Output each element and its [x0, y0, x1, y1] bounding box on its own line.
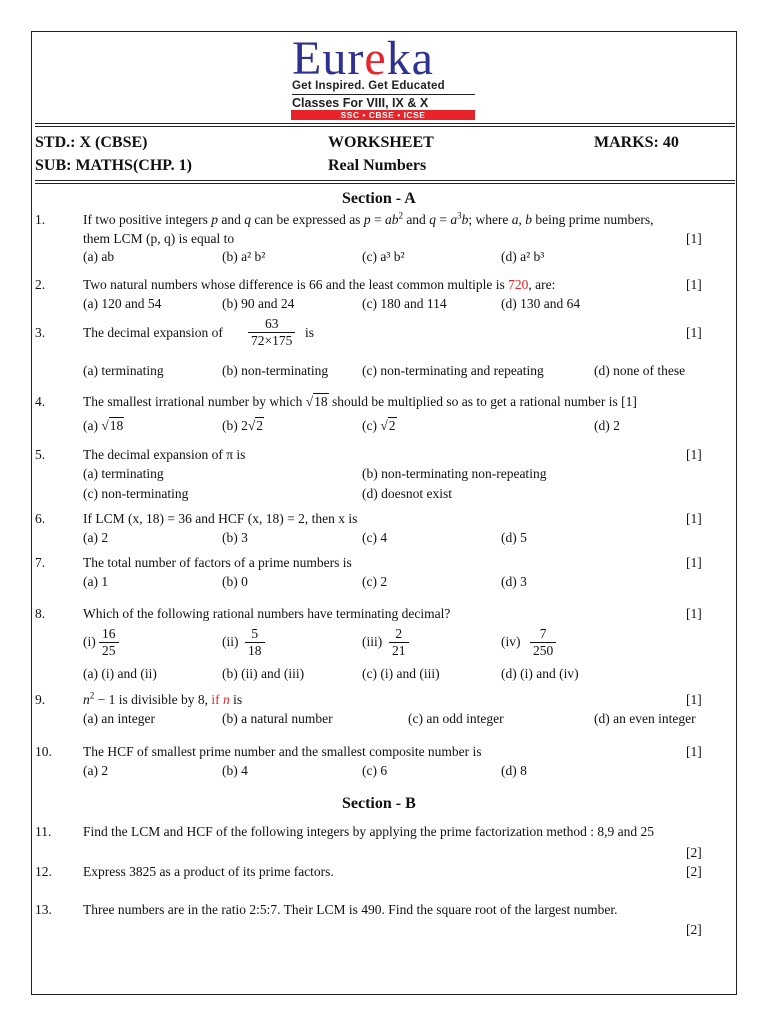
q9-number: 9. — [35, 692, 46, 707]
q12-text: Express 3825 as a product of its prime factors. — [83, 864, 334, 879]
q2-marks: [1] — [686, 277, 702, 292]
q7-number: 7. — [35, 555, 46, 570]
q10-option-c: (c) 6 — [362, 763, 388, 778]
eureka-logo — [288, 32, 478, 120]
q2-option-b: (b) 90 and 24 — [222, 296, 295, 311]
q8-frac-label-ii: (ii) — [222, 634, 239, 649]
q9-option-c: (c) an odd integer — [408, 711, 504, 726]
q1-text-line2: them LCM (p, q) is equal to — [83, 231, 235, 246]
q8-frac-label-iv: (iv) — [501, 634, 521, 649]
q1-marks: [1] — [686, 231, 702, 246]
q10-marks: [1] — [686, 744, 702, 759]
header-rule-top-2 — [35, 126, 735, 127]
q4-number: 4. — [35, 394, 46, 409]
topic-label: Real Numbers — [328, 157, 427, 174]
q3-option-d: (d) none of these — [594, 363, 686, 378]
q13-number: 13. — [35, 902, 52, 917]
q8-option-a: (a) (i) and (ii) — [83, 666, 157, 681]
q8-option-d: (d) (i) and (iv) — [501, 666, 579, 681]
q4-option-c: (c) √2 — [362, 418, 396, 433]
q1-text: If two positive integers p and q can be expressed as $p = ab^2$ and $q = a^3b$; where a, b being prime numbers, — [83, 210, 654, 227]
q3-text-end: is — [305, 325, 315, 340]
q5-option-a: (a) terminating — [83, 466, 164, 481]
q11-text: Find the LCM and HCF of the following integers by applying the prime factorization method : 8,9 and 25 — [83, 824, 655, 839]
q1-option-a: (a) ab — [83, 249, 115, 264]
q3-option-c: (c) non-terminating and repeating — [362, 363, 544, 378]
logo-wordmark: Eureka — [292, 32, 434, 85]
q3-option-b: (b) non-terminating — [222, 363, 329, 378]
q4-text: The smallest irrational number by which √18 should be multiplied so as to get a rational number is [1] — [83, 394, 637, 409]
q5-option-b: (b) non-terminating non-repeating — [362, 466, 547, 481]
q11-marks: [2] — [686, 845, 702, 860]
worksheet-label: WORKSHEET — [328, 134, 434, 151]
q7-option-b: (b) 0 — [222, 574, 248, 589]
q6-option-a: (a) 2 — [83, 530, 109, 545]
q3-fraction: $\frac{63}{72\times 175}$ — [248, 316, 295, 349]
q4-option-b: (b) 2√2 — [222, 418, 264, 433]
q1-option-d: (d) a² b³ — [501, 249, 545, 264]
q5-marks: [1] — [686, 447, 702, 462]
q2-option-c: (c) 180 and 114 — [362, 296, 447, 311]
q7-marks: [1] — [686, 555, 702, 570]
q13-marks: [2] — [686, 922, 702, 937]
q8-frac-label-iii: (iii) — [362, 634, 383, 649]
q9-option-a: (a) an integer — [83, 711, 155, 726]
logo-classes: Classes For VIII, IX & X — [292, 94, 475, 110]
q2-option-d: (d) 130 and 64 — [501, 296, 581, 311]
header-rule-top — [35, 123, 735, 124]
q13-text: Three numbers are in the ratio 2:5:7. Their LCM is 490. Find the square root of the largest number. — [83, 902, 618, 917]
subject-label: SUB: MATHS(CHP. 1) — [35, 157, 192, 174]
q10-option-d: (d) 8 — [501, 763, 527, 778]
q9-option-d: (d) an even integer — [594, 711, 696, 726]
q6-text: If LCM (x, 18) = 36 and HCF (x, 18) = 2, then x is — [83, 511, 358, 526]
q6-option-d: (d) 5 — [501, 530, 527, 545]
q8-text: Which of the following rational numbers have terminating decimal? — [83, 606, 451, 621]
q5-option-c: (c) non-terminating — [83, 486, 189, 501]
section-b-title: Section - B — [342, 795, 416, 812]
q7-option-d: (d) 3 — [501, 574, 527, 589]
q4-sqrt: √18 — [305, 394, 328, 409]
q8-fraction-ii: $\frac{5}{18}$ — [245, 626, 265, 659]
q8-option-b: (b) (ii) and (iii) — [222, 666, 305, 681]
q5-option-d: (d) doesnot exist — [362, 486, 452, 501]
q4-option-d: (d) 2 — [594, 418, 620, 433]
header-rule-bottom — [35, 180, 735, 181]
q8-frac-label-i: (i) — [83, 634, 96, 649]
logo-boards: SSC • CBSE • ICSE — [291, 110, 475, 120]
q2-text: Two natural numbers whose difference is 66 and the least common multiple is 720, are: — [83, 277, 556, 292]
marks-label: MARKS: 40 — [594, 134, 679, 151]
q3-number: 3. — [35, 325, 46, 340]
q10-text: The HCF of smallest prime number and the smallest composite number is — [83, 744, 482, 759]
q4-option-a: (a) √18 — [83, 418, 124, 433]
q8-fraction-iv: $\frac{7}{250}$ — [530, 626, 556, 659]
q6-number: 6. — [35, 511, 46, 526]
q9-highlight: if n — [211, 692, 230, 707]
q12-marks: [2] — [686, 864, 702, 879]
q3-marks: [1] — [686, 325, 702, 340]
q12-number: 12. — [35, 864, 52, 879]
q3-text: The decimal expansion of — [83, 325, 223, 340]
q8-option-c: (c) (i) and (iii) — [362, 666, 440, 681]
q6-option-b: (b) 3 — [222, 530, 248, 545]
q10-number: 10. — [35, 744, 52, 759]
q8-marks: [1] — [686, 606, 702, 621]
q11-number: 11. — [35, 824, 52, 839]
section-a-title: Section - A — [342, 190, 416, 207]
q5-number: 5. — [35, 447, 46, 462]
q7-text: The total number of factors of a prime numbers is — [83, 555, 352, 570]
q9-marks: [1] — [686, 692, 702, 707]
q9-option-b: (b) a natural number — [222, 711, 333, 726]
q10-option-a: (a) 2 — [83, 763, 109, 778]
q2-option-a: (a) 120 and 54 — [83, 296, 162, 311]
q1-option-b: (b) a² b² — [222, 249, 266, 264]
q3-option-a: (a) terminating — [83, 363, 164, 378]
std-label: STD.: X (CBSE) — [35, 134, 148, 151]
q8-fraction-iii: $\frac{2}{21}$ — [389, 626, 409, 659]
q6-option-c: (c) 4 — [362, 530, 388, 545]
q5-text: The decimal expansion of π is — [83, 447, 246, 462]
q7-option-a: (a) 1 — [83, 574, 109, 589]
q8-number: 8. — [35, 606, 46, 621]
q9-text: $n^2 - 1$ is divisible by 8, if n is — [83, 690, 243, 707]
logo-tagline: Get Inspired. Get Educated — [292, 80, 445, 92]
q1-number: 1. — [35, 212, 46, 227]
q1-option-c: (c) a³ b² — [362, 249, 405, 264]
q2-highlight: 720 — [508, 277, 529, 292]
q2-number: 2. — [35, 277, 46, 292]
q8-fraction-i: $\frac{16}{25}$ — [99, 626, 119, 659]
q10-option-b: (b) 4 — [222, 763, 248, 778]
header-rule-bottom-2 — [35, 183, 735, 184]
q7-option-c: (c) 2 — [362, 574, 388, 589]
q6-marks: [1] — [686, 511, 702, 526]
